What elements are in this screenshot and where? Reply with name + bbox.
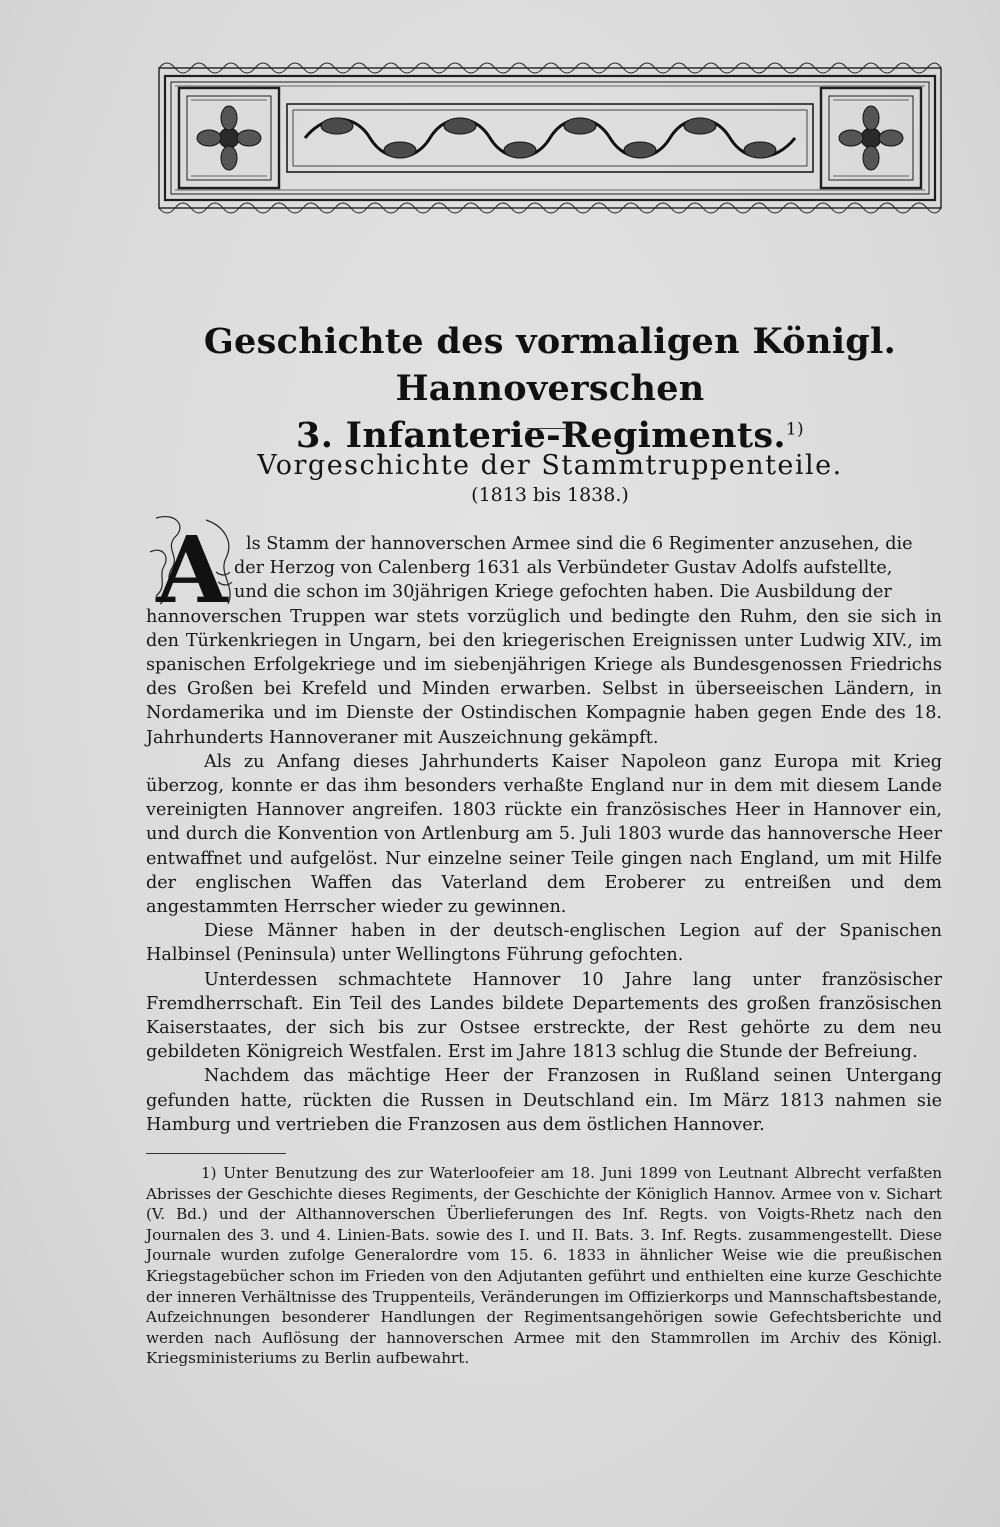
paragraph-1-line-2: der Herzog von Calenberg 1631 als Verbündeter Gustav Adolfs aufstellte,: [234, 558, 893, 579]
paragraph-3: Diese Männer haben in der deutsch-englischen Legion auf der Spanischen Halbinsel (Peninsula) unter Wellingtons Führung gefochten.: [146, 921, 942, 966]
paragraph-5: Nachdem das mächtige Heer der Franzosen in Rußland seinen Untergang gefunden hatte, rückten die Russen in Deutschland ein. Im März 1813 nahmen sie Hamburg und vertrieben die Franzosen aus dem östlichen Hannover.: [146, 1066, 942, 1135]
footnote-divider: [146, 1153, 286, 1154]
body-text: [146, 532, 942, 1137]
paragraph-1: [146, 532, 942, 750]
footnote: [146, 1163, 942, 1369]
paragraph-1-line-3: und die schon im 30jährigen Kriege gefochten haben. Die Ausbildung der: [234, 582, 892, 603]
title-footnote-mark: 1): [785, 419, 804, 440]
title-divider: [527, 428, 571, 429]
title-line-2-text: 3. Infanterie-Regiments.: [296, 415, 786, 456]
paragraph-4: Unterdessen schmachtete Hannover 10 Jahre lang unter französischer Fremdherrschaft. Ein Teil des Landes bildete Departements des großen französischen Kaiserstaates, der sich bis zur Ostsee erstreckte, der Rest gehörte zu dem neu gebildeten Königreich Westfalen. Erst im Jahre 1813 schlug die Stunde der Befreiung.: [146, 969, 942, 1063]
paragraph-1-line-1: ls Stamm der hannoverschen Armee sind die 6 Regimenter anzusehen, die: [246, 534, 913, 554]
ornamental-header-band-icon: [155, 58, 945, 218]
title-line-1: Geschichte des vormaligen Königl. Hannoverschen: [203, 321, 897, 409]
dropcap-letter: A: [156, 516, 228, 614]
section-heading: Vorgeschichte der Stammtruppenteile.: [257, 450, 843, 481]
section-years: (1813 bis 1838.): [471, 484, 629, 506]
paragraph-2: Als zu Anfang dieses Jahrhunderts Kaiser Napoleon ganz Europa mit Krieg überzog, konnte er das ihm besonders verhaßte England nur in dem mit diesem Lande vereinigten Hannover angreifen. 1803 rückte ein französisches Heer in Hannover ein, und durch die Konvention von Artlenburg am 5. Juli 1803 wurde das hannoversche Heer entwaffnet und aufgelöst. Nur einzelne seiner Teile gingen nach England, um mit Hilfe der englischen Waffen das Vaterland dem Eroberer zu entreißen und dem angestammten Herrscher wieder zu gewinnen.: [146, 751, 942, 918]
paragraph-1-rest: hannoverschen Truppen war stets vorzüglich und bedingte den Ruhm, den sie sich in den Türkenkriegen in Ungarn, bei den kriegerischen Ereignissen unter Ludwig XIV., im spanischen Erfolgekriege und im siebenjährigen Kriege als Bundesgenossen Friedrichs des Großen bei Krefeld und Minden erwarben. Selbst in überseeischen Ländern, in Nordamerika und im Dienste der Ostindischen Kompagnie haben gegen Ende des 18. Jahrhunderts Hannoveraner mit Auszeichnung gekämpft.: [146, 606, 942, 748]
page-title: [140, 318, 960, 459]
footnote-text: 1) Unter Benutzung des zur Waterloofeier am 18. Juni 1899 von Leutnant Albrecht verfaßten Abrisses der Geschichte dieses Regiments, der Geschichte der Königlich Hannov. Armee von v. Sichart (V. Bd.) und der Althannoverschen Überlieferungen des Inf. Regts. von Voigts-Rhetz nach den Journalen des 3. und 4. Linien-Bats. sowie des I. und II. Bats. 3. Inf. Regts. zusammengestellt. Diese Journale wurden zufolge Generalordre vom 15. 6. 1833 in ähnlicher Weise wie die preußischen Kriegstagebücher schon im Frieden von den Adjutanten geführt und enthielten eine kurze Geschichte der inneren Verhältnisse des Truppenteils, Veränderungen im Offizierkorps und Mannschaftsbestande, Aufzeichnungen besonderer Handlungen der Regimentsangehörigen sowie Gefechtsberichte und werden nach Auflösung der hannoverschen Armee mit den Stammrollen im Archiv des Königl. Kriegsministeriums zu Berlin aufbewahrt.: [146, 1164, 942, 1368]
